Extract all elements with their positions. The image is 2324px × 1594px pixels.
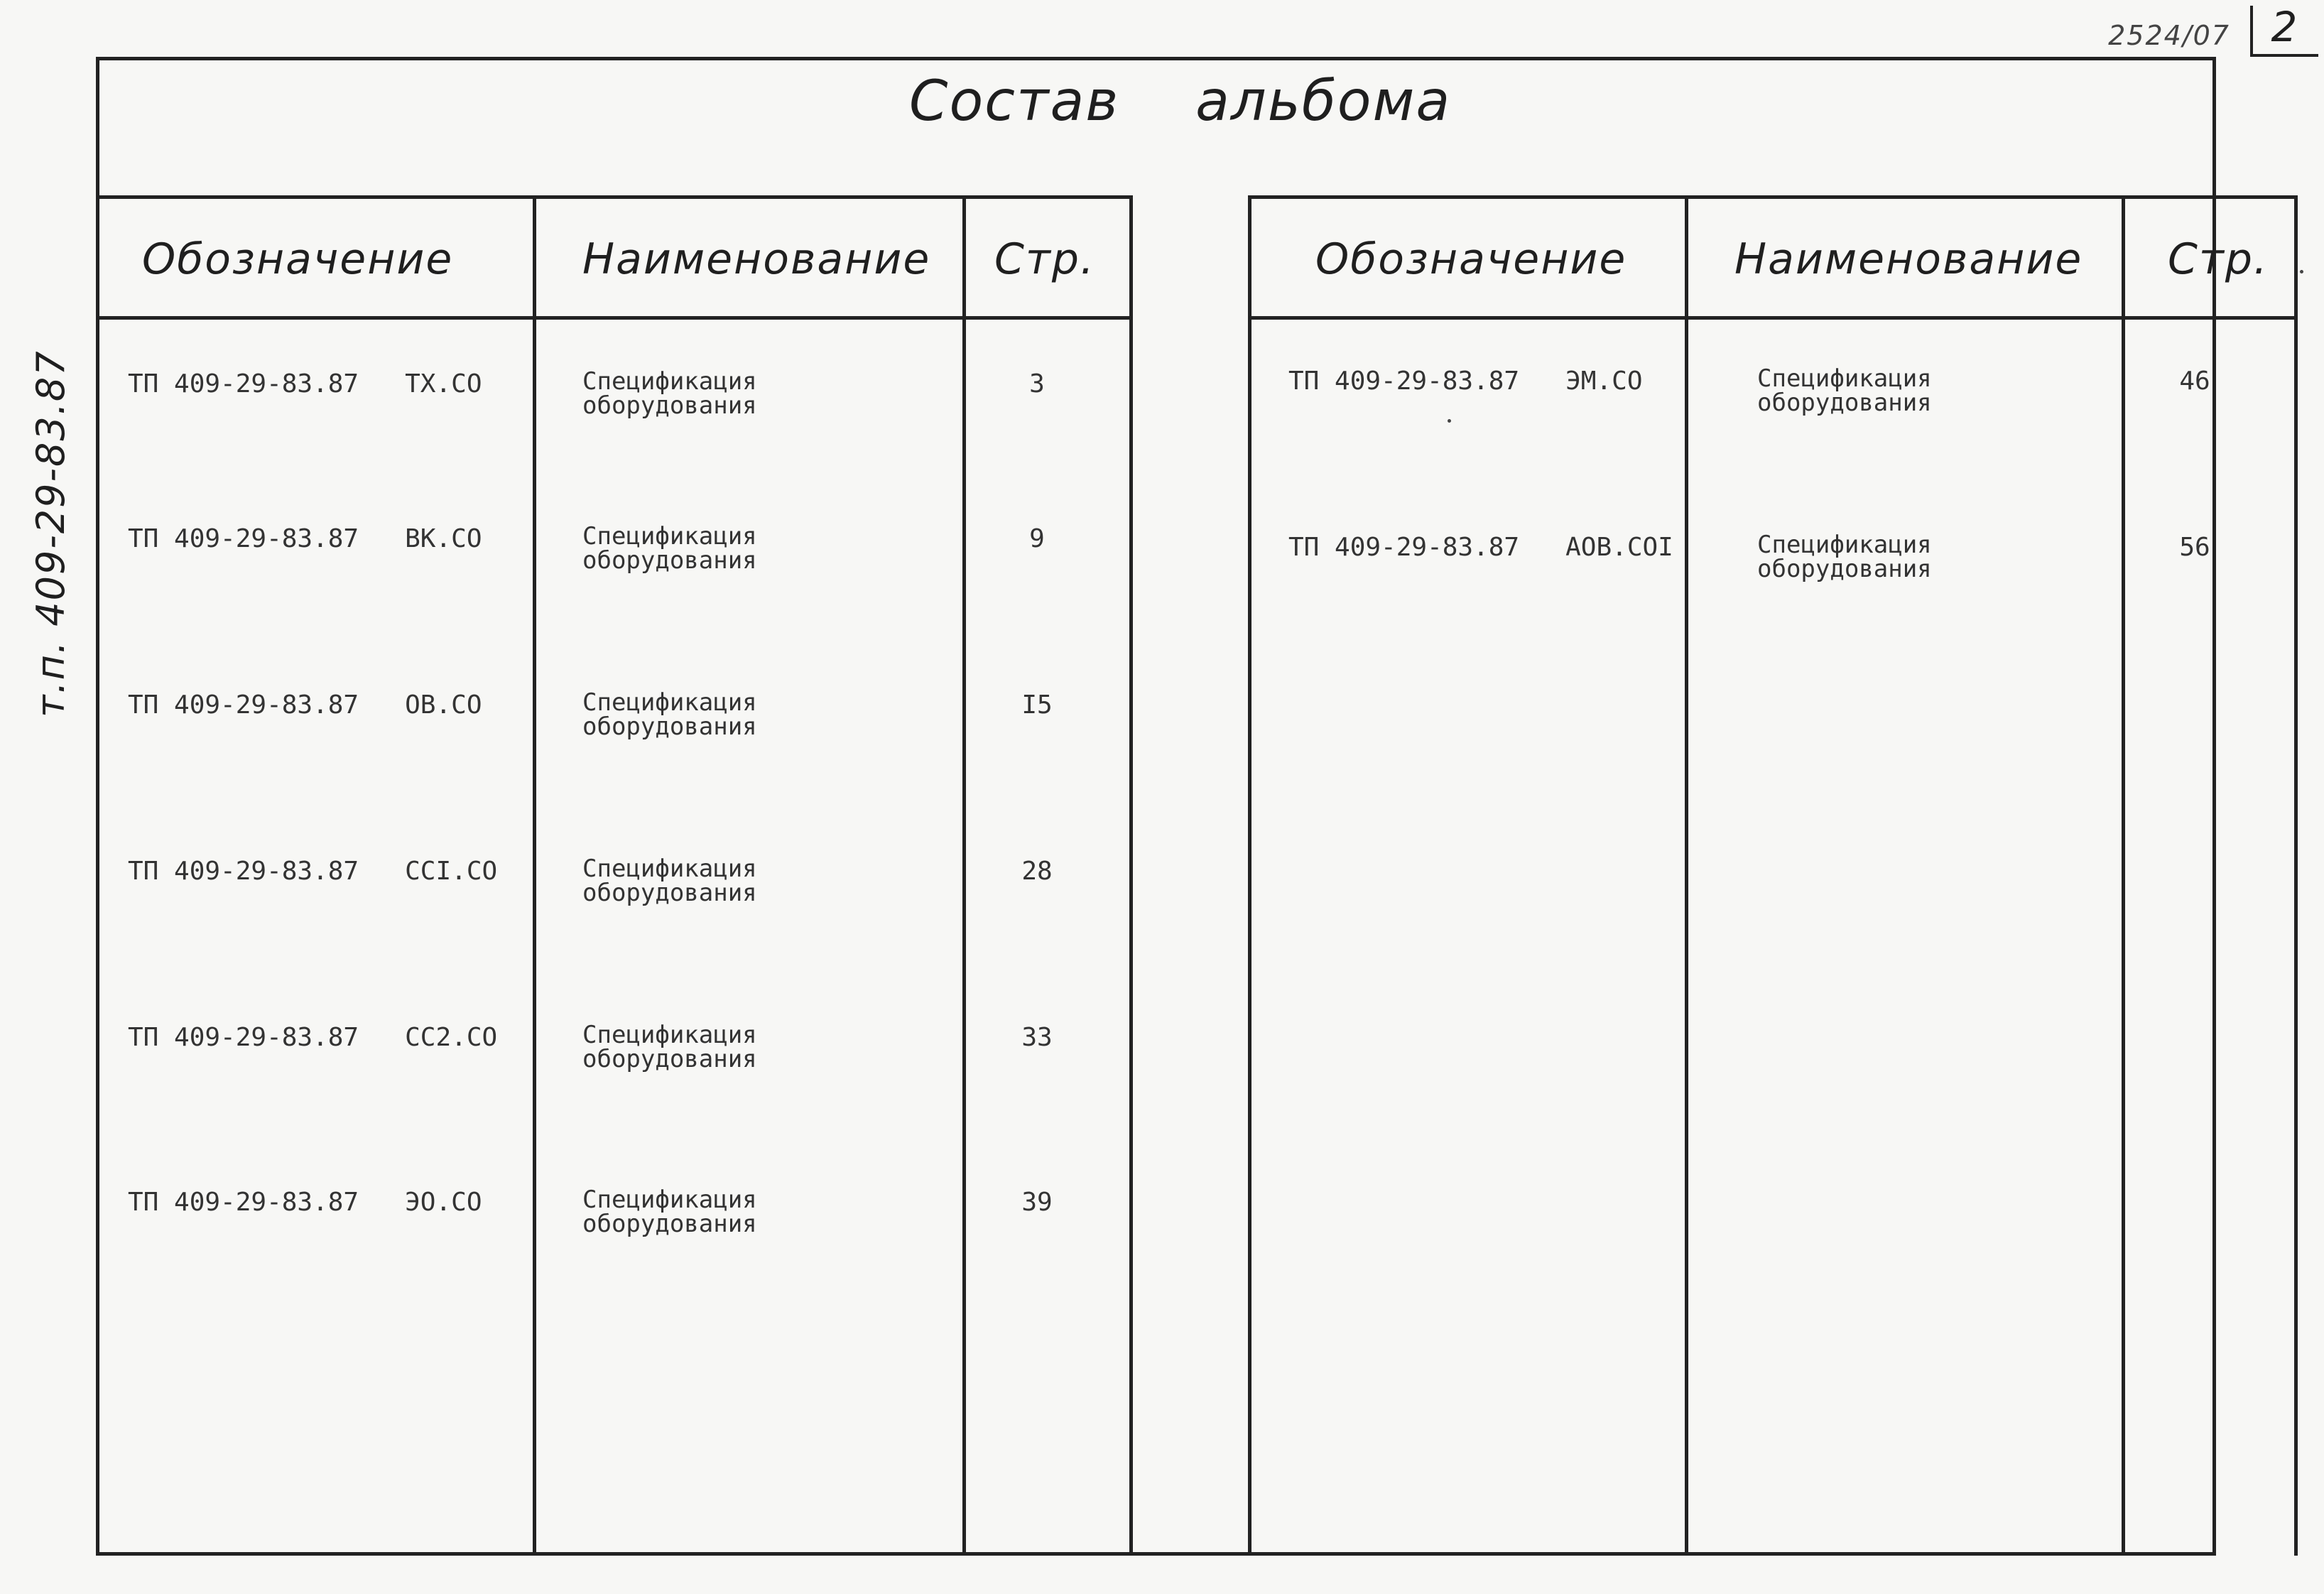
table-row: [1251, 533, 2294, 618]
table-row: [1251, 364, 2294, 452]
row-name: Спецификация оборудования: [582, 1186, 757, 1238]
table-row: [99, 369, 1129, 455]
table-header: [1251, 199, 2294, 320]
row-page: 39: [1021, 1188, 1053, 1217]
row-page: I5: [1021, 690, 1053, 720]
header-designation: Обозначение: [1315, 234, 1627, 284]
row-designation: ТП 409-29-83.87 ЭО.СО: [128, 1188, 482, 1217]
row-designation: ТП 409-29-83.87 ЭМ.СО: [1288, 367, 1643, 396]
contents-table-left: [96, 195, 1133, 1556]
scan-speck: [2300, 270, 2303, 273]
row-designation: ТП 409-29-83.87 СCI.СО: [128, 857, 498, 886]
header-name: Наименование: [582, 234, 931, 284]
inventory-number: 2524/07: [2108, 20, 2230, 51]
header-page: Стр.: [994, 234, 1096, 284]
contents-table-right: [1248, 195, 2298, 1556]
row-name: Спецификация оборудования: [582, 367, 757, 420]
header-page: Стр.: [2168, 234, 2269, 284]
scan-speck: [1448, 419, 1451, 423]
table-row: [99, 690, 1129, 776]
header-name: Наименование: [1734, 234, 2083, 284]
table-row: [99, 524, 1129, 609]
row-page: 33: [1021, 1023, 1053, 1052]
row-page: 56: [2179, 533, 2210, 562]
row-designation: ТП 409-29-83.87 ВК.СО: [128, 524, 482, 553]
table-header: [99, 199, 1129, 320]
side-project-code: т.п. 409-29-83.87: [28, 349, 73, 717]
header-designation: Обозначение: [142, 234, 454, 284]
row-name: Спецификация оборудования: [1757, 364, 1932, 417]
row-designation: ТП 409-29-83.87 ТХ.СО: [128, 369, 482, 398]
row-designation: ТП 409-29-83.87 АОВ.СОI: [1288, 533, 1673, 562]
table-row: [99, 1188, 1129, 1273]
row-name: Спецификация оборудования: [582, 688, 757, 741]
page-title: Состав альбома: [909, 70, 1452, 134]
row-name: Спецификация оборудования: [1757, 531, 1932, 583]
table-row: [99, 857, 1129, 942]
row-page: 46: [2179, 367, 2210, 396]
row-name: Спецификация оборудования: [582, 1021, 757, 1073]
row-designation: ТП 409-29-83.87 СС2.СО: [128, 1023, 498, 1052]
sheet-number: 2: [2271, 3, 2299, 51]
row-page: 3: [1029, 369, 1045, 398]
row-name: Спецификация оборудования: [582, 855, 757, 907]
row-name: Спецификация оборудования: [582, 522, 757, 575]
row-page: 9: [1029, 524, 1045, 553]
row-designation: ТП 409-29-83.87 ОВ.СО: [128, 690, 482, 720]
row-page: 28: [1021, 857, 1053, 886]
table-row: [99, 1023, 1129, 1108]
